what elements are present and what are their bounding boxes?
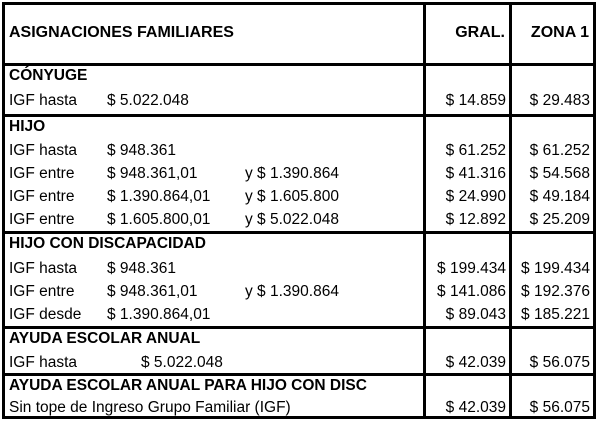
- section-gral-cell: [426, 329, 512, 373]
- section-title: AYUDA ESCOLAR ANUAL PARA HIJO CON DISC: [9, 377, 367, 394]
- gral-value: $ 42.039: [445, 354, 506, 371]
- row-to: y $ 1.605.800: [245, 188, 339, 205]
- header-zona-cell: [512, 5, 593, 63]
- zona-value: $ 199.434: [521, 260, 590, 277]
- row-from: $ 948.361: [107, 142, 176, 159]
- column-header-gral: GRAL.: [455, 24, 505, 41]
- section-label-cell: [5, 234, 426, 326]
- section-title: HIJO: [9, 118, 46, 135]
- section-zona-cell: [512, 66, 593, 114]
- table-title: ASIGNACIONES FAMILIARES: [9, 24, 234, 41]
- section-hijo-discapacidad: [5, 231, 593, 326]
- row-label: IGF hasta: [9, 260, 78, 277]
- zona-value: $ 185.221: [521, 306, 590, 323]
- header-row: [5, 5, 593, 63]
- section-zona-cell: [512, 376, 593, 416]
- zona-value: $ 49.184: [529, 188, 590, 205]
- gral-value: $ 61.252: [445, 142, 506, 159]
- gral-value: $ 14.859: [445, 92, 506, 109]
- section-title: AYUDA ESCOLAR ANUAL: [9, 330, 201, 347]
- row-label: IGF hasta: [9, 354, 78, 371]
- zona-value: $ 192.376: [521, 283, 590, 300]
- row-from: $ 5.022.048: [107, 92, 189, 109]
- row-from: $ 1.605.800,01: [107, 211, 211, 228]
- asignaciones-table: [2, 2, 596, 419]
- section-ayuda-escolar-discapacidad: [5, 373, 593, 416]
- column-header-zona: ZONA 1: [530, 24, 589, 41]
- header-gral-cell: [426, 5, 512, 63]
- row-from: $ 948.361: [107, 260, 176, 277]
- row-label: IGF desde: [9, 306, 82, 323]
- section-gral-cell: [426, 66, 512, 114]
- row-to: y $ 1.390.864: [245, 165, 339, 182]
- row-to: y $ 1.390.864: [245, 283, 339, 300]
- section-zona-cell: [512, 329, 593, 373]
- row-from: $ 948.361,01: [107, 165, 198, 182]
- header-label-cell: [5, 5, 426, 63]
- section-label-cell: [5, 376, 426, 416]
- gral-value: $ 24.990: [445, 188, 506, 205]
- row-label: IGF entre: [9, 211, 75, 228]
- gral-value: $ 42.039: [445, 399, 506, 416]
- row-label: IGF hasta: [9, 142, 78, 159]
- gral-value: $ 199.434: [437, 260, 506, 277]
- section-gral-cell: [426, 117, 512, 231]
- row-from: $ 1.390.864,01: [107, 306, 211, 323]
- section-conyuge: [5, 63, 593, 114]
- row-label: IGF entre: [9, 283, 75, 300]
- zona-value: $ 25.209: [529, 211, 590, 228]
- section-zona-cell: [512, 117, 593, 231]
- gral-value: $ 89.043: [445, 306, 506, 323]
- row-from: $ 1.390.864,01: [107, 188, 211, 205]
- row-label: IGF entre: [9, 165, 75, 182]
- gral-value: $ 41.316: [445, 165, 506, 182]
- section-hijo: [5, 114, 593, 231]
- gral-value: $ 12.892: [445, 211, 506, 228]
- row-to: y $ 5.022.048: [245, 211, 339, 228]
- row-from: $ 5.022.048: [141, 354, 223, 371]
- gral-value: $ 141.086: [437, 283, 506, 300]
- section-gral-cell: [426, 376, 512, 416]
- section-label-cell: [5, 329, 426, 373]
- zona-value: $ 61.252: [529, 142, 590, 159]
- section-label-cell: [5, 117, 426, 231]
- row-label: IGF entre: [9, 188, 75, 205]
- section-ayuda-escolar: [5, 326, 593, 373]
- section-gral-cell: [426, 234, 512, 326]
- section-title: HIJO CON DISCAPACIDAD: [9, 235, 206, 252]
- row-label: IGF hasta: [9, 92, 78, 109]
- row-from: $ 948.361,01: [107, 283, 198, 300]
- section-label-cell: [5, 66, 426, 114]
- row-label: Sin tope de Ingreso Grupo Familiar (IGF): [9, 399, 291, 416]
- zona-value: $ 56.075: [529, 354, 590, 371]
- section-title: CÓNYUGE: [9, 67, 88, 84]
- zona-value: $ 54.568: [529, 165, 590, 182]
- section-zona-cell: [512, 234, 593, 326]
- zona-value: $ 56.075: [529, 399, 590, 416]
- zona-value: $ 29.483: [529, 92, 590, 109]
